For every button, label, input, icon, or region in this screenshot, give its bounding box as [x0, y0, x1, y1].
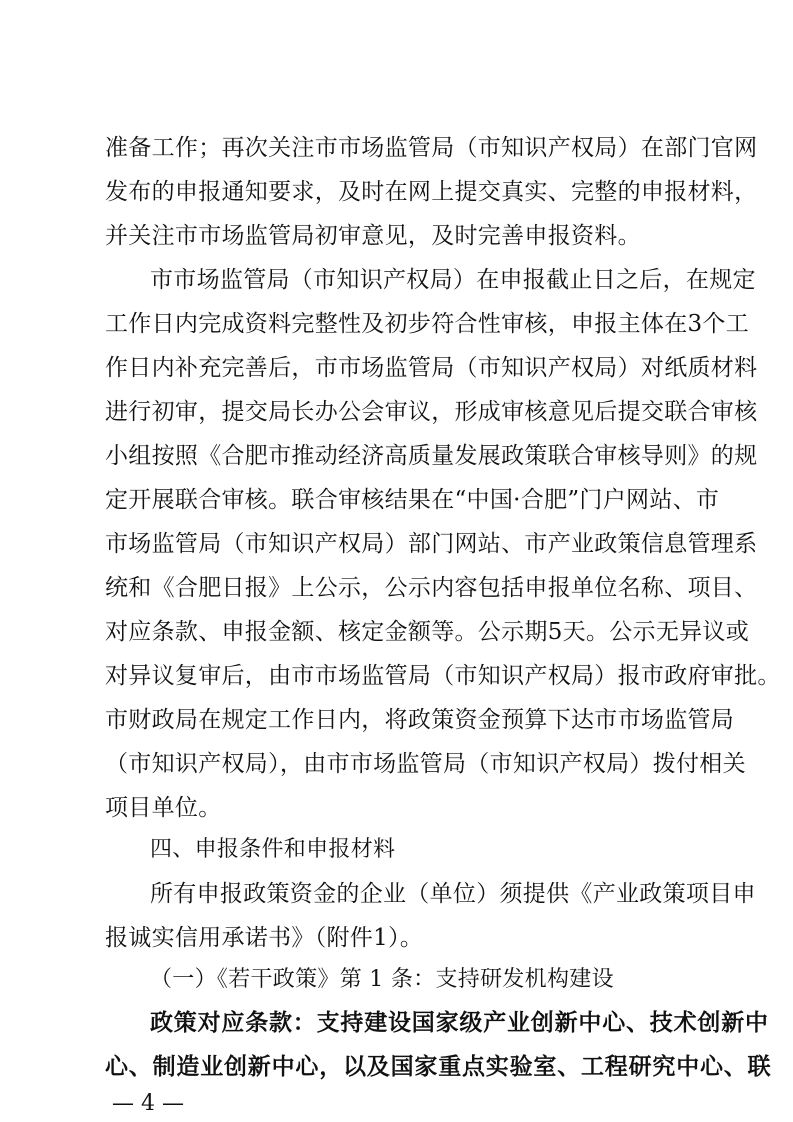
policy-clause-line: 政策对应条款：支持建设国家级产业创新中心、技术创新中 — [150, 1009, 769, 1036]
subsection-heading: （一）《若干政策》第 1 条：支持研发机构建设 — [150, 967, 614, 992]
paragraph-line: 小组按照《合肥市推动经济高质量发展政策联合审核导则》的规 — [105, 443, 758, 469]
paragraph-line: 对应条款、申报金额、核定金额等。公示期5天。公示无异议或 — [105, 619, 750, 645]
paragraph-line: 准备工作；再次关注市市场监管局（市知识产权局）在部门官网 — [105, 135, 758, 161]
paragraph-line: 市财政局在规定工作日内，将政策资金预算下达市市场监管局 — [105, 707, 735, 733]
page-number: — 4 — — [112, 1091, 184, 1116]
paragraph-line: 进行初审，提交局长办公会审议，形成审核意见后提交联合审核 — [105, 399, 758, 425]
paragraph-line: 项目单位。 — [105, 795, 222, 821]
paragraph-line: （市知识产权局），由市市场监管局（市知识产权局）拨付相关 — [105, 751, 746, 777]
paragraph-line: 工作日内完成资料完整性及初步符合性审核，申报主体在3个工 — [105, 311, 750, 337]
paragraph-line: 市市场监管局（市知识产权局）在申报截止日之后，在规定 — [150, 267, 756, 293]
section-heading: 四、申报条件和申报材料 — [150, 837, 396, 862]
paragraph-line: 所有申报政策资金的企业（单位）须提供《产业政策项目申 — [150, 881, 756, 907]
paragraph-line: 并关注市市场监管局初审意见，及时完善申报资料。 — [105, 223, 641, 249]
paragraph-line: 报诚实信用承诺书》（附件1）。 — [105, 925, 424, 951]
policy-clause-line: 心、制造业创新中心，以及国家重点实验室、工程研究中心、联 — [105, 1053, 772, 1080]
paragraph-line: 对异议复审后，由市市场监管局（市知识产权局）报市政府审批。 — [105, 663, 781, 689]
paragraph-line: 市场监管局（市知识产权局）部门网站、市产业政策信息管理系 — [105, 531, 758, 557]
paragraph-line: 发布的申报通知要求，及时在网上提交真实、完整的申报材料， — [105, 179, 758, 205]
paragraph-line: 定开展联合审核。联合审核结果在“中国·合肥”门户网站、市 — [105, 487, 720, 513]
paragraph-line: 统和《合肥日报》上公示，公示内容包括申报单位名称、项目、 — [105, 575, 758, 601]
paragraph-line: 作日内补充完善后，市市场监管局（市知识产权局）对纸质材料 — [105, 355, 758, 381]
